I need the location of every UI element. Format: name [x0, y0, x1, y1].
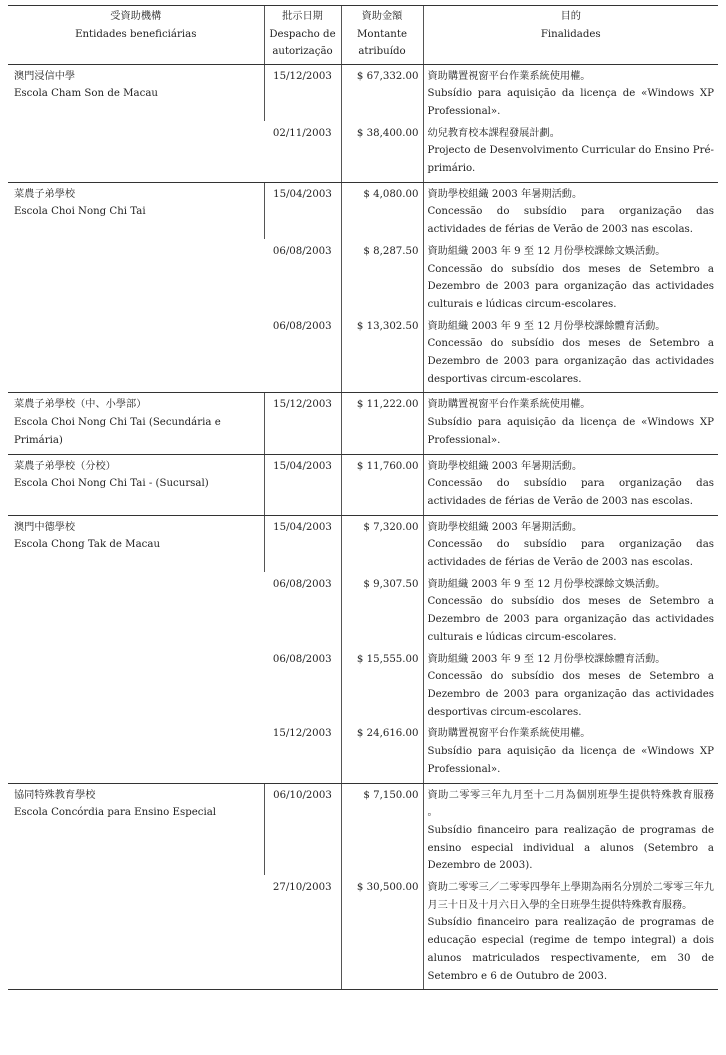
purpose-cell: [423, 783, 718, 875]
purpose-zh: 資助二零零三年九月至十二月為個別班學生提供特殊教育服務 。: [427, 789, 714, 819]
purpose-cell: [423, 182, 718, 239]
table-row: [8, 783, 718, 875]
purpose-pt: Concessão do subsídio para organização das actividades de férias de Verão de 2003 nas escolas.: [427, 206, 714, 236]
purpose-header-pt: Finalidades: [540, 28, 601, 40]
purpose-cell: [423, 454, 718, 515]
purpose-cell: [423, 515, 718, 572]
authorization-date: 15/12/2003: [264, 64, 341, 121]
purpose-column-header: [423, 6, 718, 65]
entity-cell: [8, 515, 264, 783]
purpose-cell: [423, 121, 718, 183]
amount-header-zh: 資助金額: [361, 11, 403, 22]
entity-name-zh: 菜農子弟學校（分校）: [14, 460, 116, 472]
purpose-cell: [423, 239, 718, 314]
table-row: [8, 454, 718, 515]
purpose-pt: Concessão do subsídio dos meses de Setembro a Dezembro de 2003 para organização das actividades culturais e lúdicas circum-escolares.: [427, 596, 714, 643]
entity-name-zh: 澳門中德學校: [14, 521, 76, 533]
purpose-pt: Concessão do subsídio dos meses de Setembro a Dezembro de 2003 para organização das actividades culturais e lúdicas circum-escolares.: [427, 263, 714, 310]
purpose-pt: Concessão do subsídio para organização das actividades de férias de Verão de 2003 nas escolas.: [427, 539, 714, 569]
grant-amount: $ 67,332.00: [341, 64, 423, 121]
table-body: [8, 64, 718, 990]
entity-name-zh: 澳門浸信中學: [14, 70, 76, 82]
authorization-date: 15/12/2003: [264, 721, 341, 783]
purpose-zh: 資助學校組織 2003 年暑期活動。: [427, 460, 583, 472]
entity-cell: [8, 182, 264, 393]
purpose-zh: 資助購置視窗平台作業系統使用權。: [427, 728, 591, 740]
entity-name-pt: Escola Concórdia para Ensino Especial: [14, 807, 217, 819]
table-row: [8, 64, 718, 121]
authorization-date: 27/10/2003: [264, 875, 341, 990]
grant-amount: $ 11,760.00: [341, 454, 423, 515]
grants-table: [8, 5, 718, 990]
authorization-date: 15/04/2003: [264, 182, 341, 239]
purpose-pt: Projecto de Desenvolvimento Curricular do Ensino Pré-primário.: [427, 145, 714, 175]
entity-header-pt: Entidades beneficiárias: [75, 28, 197, 40]
purpose-zh: 幼兒教育校本課程發展計劃。: [427, 127, 560, 139]
authorization-date: 15/12/2003: [264, 393, 341, 454]
grant-amount: $ 8,287.50: [341, 239, 423, 314]
purpose-cell: [423, 64, 718, 121]
grant-amount: $ 13,302.50: [341, 314, 423, 393]
purpose-pt: Concessão do subsídio dos meses de Setembro a Dezembro de 2003 para organização das actividades desportivas circum-escolares.: [427, 338, 714, 385]
grant-amount: $ 24,616.00: [341, 721, 423, 783]
purpose-cell: [423, 721, 718, 783]
entity-name-pt: Escola Cham Son de Macau: [14, 88, 158, 100]
authorization-date: 06/08/2003: [272, 578, 332, 590]
purpose-cell: [423, 875, 718, 990]
authorization-date: 15/04/2003: [264, 515, 341, 572]
entity-cell: [8, 783, 264, 990]
entity-column-header: [8, 6, 264, 65]
purpose-zh: 資助組織 2003 年 9 至 12 月份學校課餘體育活動。: [427, 653, 666, 665]
purpose-pt: Subsídio para aquisição da licença de «Windows XP Professional».: [427, 88, 714, 117]
purpose-zh: 資助二零零三／二零零四學年上學期為兩名分別於二零零三年九月三十日及十月六日入學的全日班學生提供特殊教育服務。: [427, 882, 714, 911]
entity-name-zh: 菜農子弟學校（中、小學部）: [14, 399, 147, 411]
amount-column-header: [341, 6, 423, 65]
entity-name-pt: Escola Choi Nong Chi Tai (Secundária e Primária): [14, 417, 221, 446]
grant-amount: $ 11,222.00: [341, 393, 423, 454]
grant-amount: $ 9,307.50: [341, 572, 423, 647]
entity-name-pt: Escola Chong Tak de Macau: [14, 539, 161, 551]
table-row: [8, 182, 718, 239]
grant-amount: $ 4,080.00: [341, 182, 423, 239]
entity-cell: [8, 393, 264, 454]
grant-amount: $ 38,400.00: [341, 121, 423, 183]
entity-cell: [8, 64, 264, 182]
amount-header-pt: Montante atribuído: [357, 28, 407, 57]
entity-name-zh: 協同特殊教育學校: [14, 789, 96, 801]
purpose-pt: Subsídio para aquisição da licença de «Windows XP Professional».: [427, 746, 714, 775]
authorization-date: 06/08/2003: [272, 245, 332, 257]
purpose-zh: 資助組織 2003 年 9 至 12 月份學校課餘體育活動。: [427, 320, 666, 332]
purpose-cell: [423, 572, 718, 647]
authorization-date: 15/04/2003: [264, 454, 341, 515]
purpose-pt: Subsídio financeiro para realização de programas de educação especial (regime de tempo integral) a dois alunos matriculados respectivamente, em 30 de Setembro e 6 de Outubro de 2003.: [427, 917, 714, 982]
table-row: [8, 393, 718, 454]
purpose-zh: 資助購置視窗平台作業系統使用權。: [427, 399, 591, 411]
purpose-cell: [423, 314, 718, 393]
entity-name-pt: Escola Choi Nong Chi Tai: [14, 206, 146, 218]
authorization-date: 06/08/2003: [272, 653, 332, 665]
purpose-zh: 資助學校組織 2003 年暑期活動。: [427, 521, 583, 533]
purpose-zh: 資助組織 2003 年 9 至 12 月份學校課餘文娛活動。: [427, 245, 666, 257]
authorization-date: 06/10/2003: [264, 783, 341, 875]
purpose-zh: 資助組織 2003 年 9 至 12 月份學校課餘文娛活動。: [427, 578, 666, 590]
purpose-pt: Concessão do subsídio dos meses de Setembro a Dezembro de 2003 para organização das actividades desportivas circum-escolares.: [427, 671, 714, 718]
purpose-pt: Concessão do subsídio para organização das actividades de férias de Verão de 2003 nas escolas.: [427, 478, 714, 507]
entity-name-zh: 菜農子弟學校: [14, 188, 76, 200]
table-row: [8, 515, 718, 572]
grant-amount: $ 30,500.00: [341, 875, 423, 990]
date-header-zh: 批示日期: [282, 11, 323, 22]
purpose-pt: Subsídio para aquisição da licença de «Windows XP Professional».: [427, 417, 714, 446]
grant-amount: $ 7,150.00: [341, 783, 423, 875]
grant-amount: $ 15,555.00: [341, 647, 423, 722]
purpose-cell: [423, 647, 718, 722]
purpose-pt: Subsídio financeiro para realização de programas de ensino especial individual a alunos (Setembro a Dezembro de 2003).: [427, 824, 714, 872]
entity-name-pt: Escola Choi Nong Chi Tai - (Sucursal): [14, 478, 209, 490]
date-header-pt: Despacho de autorização: [269, 28, 336, 57]
entity-header-zh: 受資助機構: [110, 11, 162, 22]
entity-cell: [8, 454, 264, 515]
purpose-zh: 資助學校組織 2003 年暑期活動。: [427, 188, 583, 200]
table-header: [8, 6, 718, 65]
grant-amount: $ 7,320.00: [341, 515, 423, 572]
date-column-header: [264, 6, 341, 65]
purpose-cell: [423, 393, 718, 454]
authorization-date: 02/11/2003: [264, 121, 341, 183]
purpose-header-zh: 目的: [560, 11, 581, 22]
authorization-date: 06/08/2003: [264, 314, 341, 393]
purpose-zh: 資助購置視窗平台作業系統使用權。: [427, 70, 591, 82]
